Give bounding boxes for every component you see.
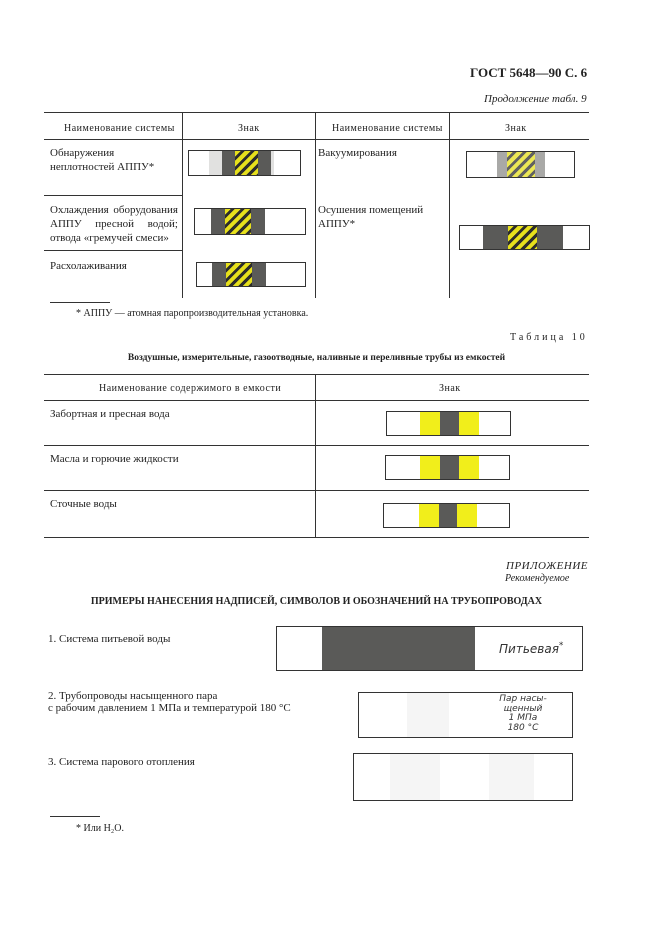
- table9-row-name: Расхолаживания: [50, 260, 127, 272]
- table10-row-name: Забортная и пресная вода: [50, 408, 170, 420]
- appendix-item-text: с рабочим давлением 1 МПа и температурой 180 °С: [48, 702, 291, 714]
- table9-col-name-right: Наименование системы: [332, 123, 443, 134]
- example-pipe-steam-heating: [353, 753, 573, 801]
- pipe-label: Питьевая: [499, 642, 559, 656]
- appendix-footnote: * Или H₂O.: [76, 823, 124, 834]
- appendix-item-text: 1. Система питьевой воды: [48, 633, 171, 645]
- table-continuation-label: Продолжение табл. 9: [484, 93, 587, 105]
- appendix-sublabel: Рекомендуемое: [505, 573, 570, 584]
- table9-col-name-left: Наименование системы: [64, 123, 175, 134]
- pipe-label-line: 180 °С: [507, 722, 539, 733]
- appendix-label: ПРИЛОЖЕНИЕ: [506, 560, 588, 572]
- pipe-sign: [459, 225, 590, 250]
- example-pipe-saturated-steam: [358, 692, 573, 738]
- table10-col-sign: Знак: [439, 383, 461, 394]
- table9-row-name: Обнаружения неплотностей АППУ*: [50, 147, 155, 173]
- table9-row-name: Охлаждения оборудования АППУ пресной водой; отвода «гремучей смеси»: [50, 204, 178, 244]
- page-header: ГОСТ 5648—90 С. 6: [470, 65, 588, 80]
- table10-row-name: Сточные воды: [50, 498, 117, 510]
- pipe-sign: [386, 411, 511, 436]
- pipe-sign: [188, 150, 301, 176]
- table10-label: Таблица 10: [510, 332, 588, 343]
- appendix-item-text: 2. Трубопроводы насыщенного пара: [48, 690, 218, 702]
- appendix-title: ПРИМЕРЫ НАНЕСЕНИЯ НАДПИСЕЙ, СИМВОЛОВ И ОБОЗНАЧЕНИЙ НА ТРУБОПРОВОДАХ: [90, 596, 543, 607]
- pipe-label-line: щенный: [503, 703, 543, 714]
- appendix-item-text: 3. Система парового отопления: [48, 756, 195, 768]
- pipe-label-line: 1 МПа: [508, 713, 538, 723]
- example-pipe-drinking-water: [276, 626, 583, 671]
- pipe-label-mark: *: [558, 641, 564, 651]
- table9-col-sign-left: Знак: [238, 123, 260, 134]
- table10-title: Воздушные, измерительные, газоотводные, наливные и переливные трубы из емкостей: [127, 353, 506, 363]
- table9-col-sign-right: Знак: [505, 123, 527, 134]
- pipe-sign: [196, 262, 306, 287]
- table9-footnote: * АППУ — атомная паропроизводительная установка.: [76, 308, 309, 319]
- pipe-sign: [383, 503, 510, 528]
- table10-row-name: Масла и горючие жидкости: [50, 453, 179, 465]
- pipe-sign: [466, 151, 575, 178]
- table9-row-name: Осушения помещений АППУ*: [318, 204, 424, 230]
- table10-col-name: Наименование содержимого в емкости: [99, 383, 282, 394]
- pipe-sign: [194, 208, 306, 235]
- table9-row-name: Вакуумирования: [318, 147, 397, 159]
- pipe-sign: [385, 455, 510, 480]
- pipe-label-line: Пар насы-: [499, 694, 547, 704]
